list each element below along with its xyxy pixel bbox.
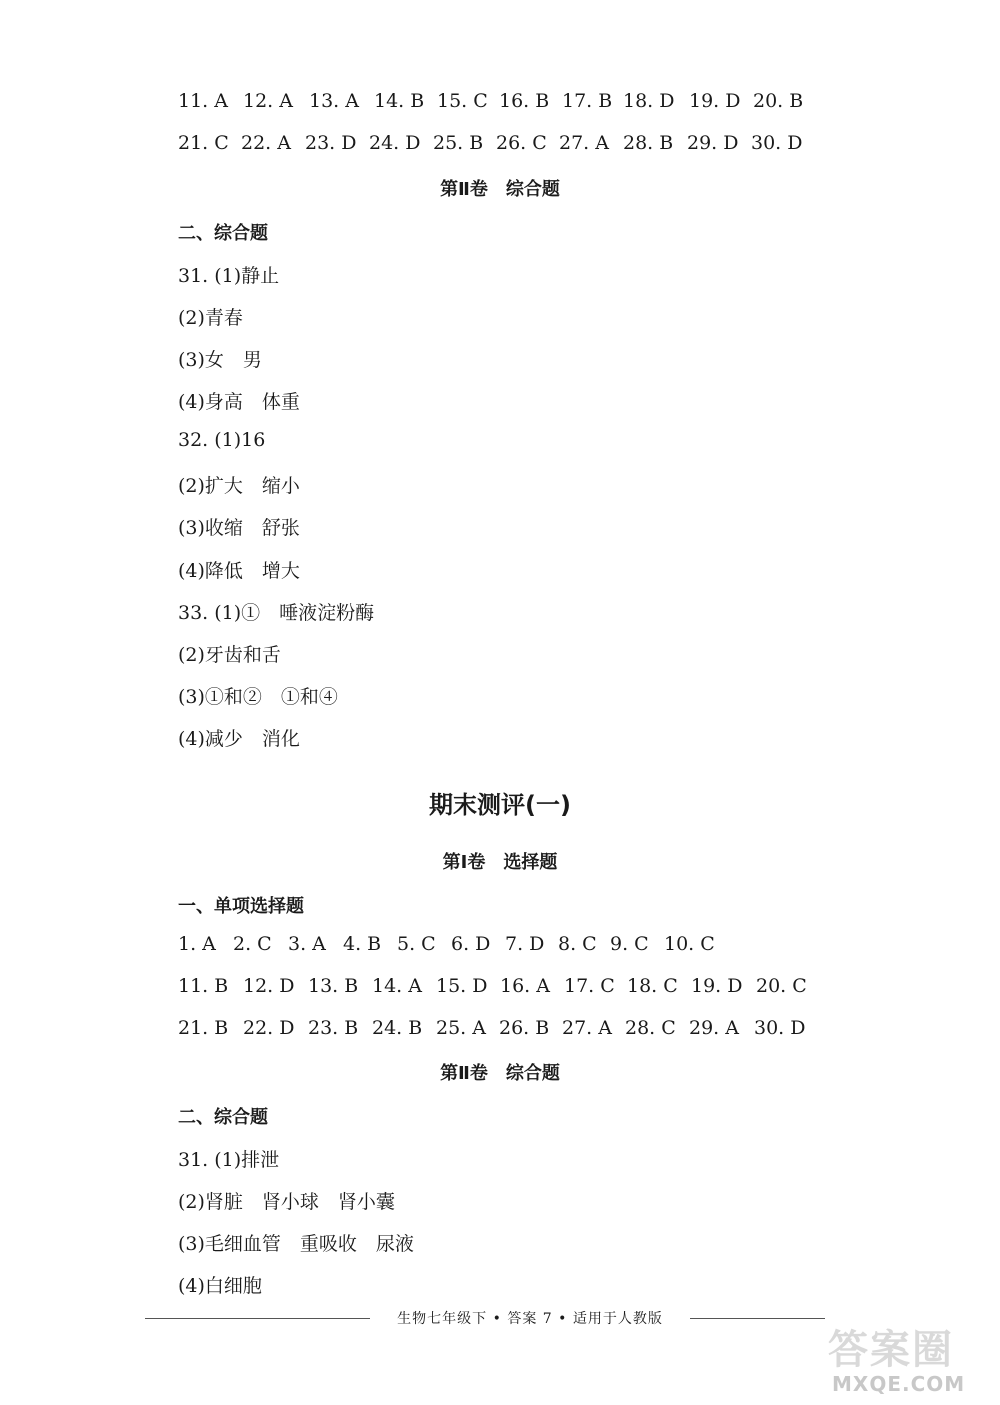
page-footer: 生物七年级下 • 答案 7 • 适用于人教版 [397,1311,663,1327]
answer-item: 25. B [433,132,484,154]
answer-item: 11. A [178,90,228,112]
section-2-title: 二、综合题 [178,1107,268,1128]
answer-line: (2)扩大 缩小 [178,475,300,497]
answer-item: 13. B [308,975,359,997]
answer-item: 16. A [500,975,550,997]
answer-item: 23. B [308,1017,359,1039]
answer-item: 18. D [623,90,675,112]
section-1-title: 一、单项选择题 [178,896,304,917]
volume-2-heading: 第Ⅱ卷 综合题 [440,1063,560,1084]
answer-item: 12. D [243,975,295,997]
answer-line: (3)女 男 [178,349,262,371]
answer-item: 22. A [241,132,291,154]
answer-line: (4)身高 体重 [178,391,300,413]
answer-item: 14. A [372,975,422,997]
answer-item: 20. C [756,975,807,997]
answer-item: 23. D [305,132,357,154]
answer-line: 31. (1)静止 [178,265,280,287]
answer-item: 30. D [751,132,803,154]
answer-line: (4)降低 增大 [178,560,300,582]
watermark-site: MXQE.COM [832,1372,966,1396]
answer-item: 11. B [178,975,229,997]
answer-item: 4. B [343,933,382,955]
answer-item: 6. D [451,933,491,955]
answer-item: 8. C [558,933,597,955]
answer-line: (4)减少 消化 [178,728,300,750]
answer-item: 26. B [499,1017,550,1039]
answer-item: 22. D [243,1017,295,1039]
answer-item: 30. D [754,1017,806,1039]
footer-rule-right [690,1318,825,1319]
exam-title: 期末测评(一) [429,791,571,819]
answer-item: 17. B [562,90,613,112]
answer-item: 28. B [623,132,674,154]
answer-item: 10. C [664,933,715,955]
answer-item: 15. D [436,975,488,997]
answer-item: 26. C [496,132,547,154]
answer-item: 29. D [687,132,739,154]
answer-item: 20. B [753,90,804,112]
answer-item: 3. A [288,933,326,955]
answer-item: 14. B [374,90,425,112]
volume-2-heading: 第Ⅱ卷 综合题 [440,179,560,200]
answer-line: (2)青春 [178,307,243,329]
answer-item: 27. A [559,132,609,154]
answer-item: 21. C [178,132,229,154]
answer-line: (3)①和② ①和④ [178,686,338,708]
answer-line: (2)肾脏 肾小球 肾小囊 [178,1191,395,1213]
answer-line: (3)毛细血管 重吸收 尿液 [178,1233,414,1255]
answer-item: 18. C [627,975,678,997]
answer-line: 32. (1)16 [178,429,266,451]
answer-item: 13. A [309,90,359,112]
answer-item: 9. C [610,933,649,955]
answer-item: 17. C [564,975,615,997]
answer-item: 24. D [369,132,421,154]
answer-item: 2. C [233,933,272,955]
answer-line: 33. (1)① 唾液淀粉酶 [178,602,375,624]
answer-item: 7. D [505,933,545,955]
watermark-logo: 答案圈 [828,1327,954,1373]
footer-rule-left [145,1318,370,1319]
answer-line: (2)牙齿和舌 [178,644,281,666]
answer-item: 21. B [178,1017,229,1039]
answer-item: 1. A [178,933,216,955]
answer-item: 28. C [625,1017,676,1039]
answer-item: 19. D [691,975,743,997]
answer-item: 25. A [436,1017,486,1039]
answer-line: 31. (1)排泄 [178,1149,280,1171]
answer-item: 19. D [689,90,741,112]
answer-item: 5. C [397,933,436,955]
answer-line: (4)白细胞 [178,1275,262,1297]
section-2-title: 二、综合题 [178,223,268,244]
volume-1-heading: 第Ⅰ卷 选择题 [442,852,558,873]
answer-item: 29. A [689,1017,739,1039]
answer-line: (3)收缩 舒张 [178,517,300,539]
answer-item: 12. A [243,90,293,112]
answer-item: 16. B [499,90,550,112]
answer-item: 24. B [372,1017,423,1039]
answer-item: 15. C [437,90,488,112]
answer-item: 27. A [562,1017,612,1039]
